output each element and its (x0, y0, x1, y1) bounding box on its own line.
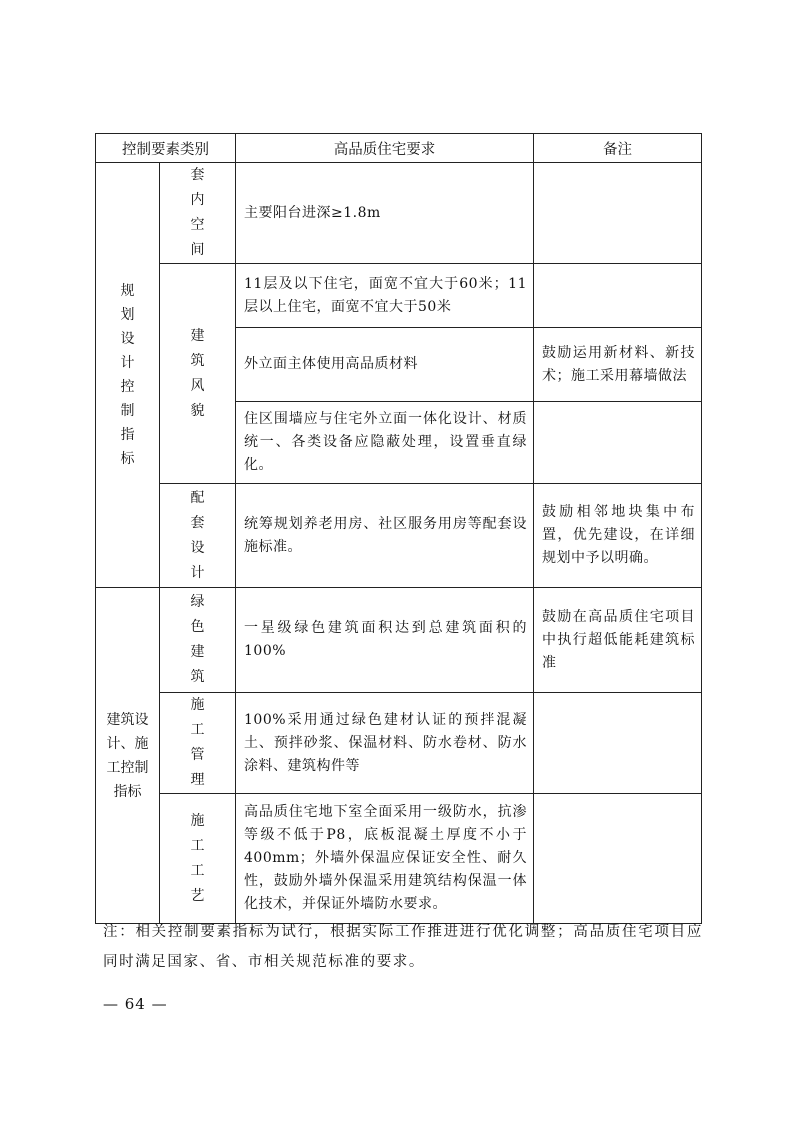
header-requirement: 高品质住宅要求 (236, 134, 534, 163)
sub-category-cell (160, 484, 236, 588)
requirement-text: 住区围墙应与住宅外立面一体化设计、材质统一、各类设备应隐蔽处理，设置垂直绿化。 (244, 411, 527, 473)
remark-text: 鼓励相邻地块集中布置，优先建设，在详细规划中予以明确。 (542, 504, 695, 566)
sub-category-label: 配套设计 (190, 489, 205, 581)
remark-text (534, 857, 701, 861)
requirement-text: 100%采用通过绿色建材认证的预拌混凝土、预拌砂浆、保温材料、防水卷材、防水涂料、建筑构件等 (244, 711, 527, 774)
remark-cell (534, 484, 702, 588)
sub-category-cell (160, 693, 236, 794)
sub-category-label: 绿色建筑 (190, 594, 205, 685)
remark-text: 鼓励在高品质住宅项目中执行超低能耗建筑标准 (542, 608, 695, 671)
remark-cell (534, 402, 702, 484)
requirement-cell (236, 264, 534, 328)
remark-text (534, 294, 701, 298)
requirement-text: 11层及以下住宅，面宽不宜大于60米；11层以上住宅，面宽不宜大于50米 (244, 275, 527, 315)
remark-cell (534, 328, 702, 402)
table-row (96, 163, 702, 264)
group-label-planning-text: 规划设计控制指标 (120, 283, 135, 467)
requirement-text: 统筹规划养老用房、社区服务用房等配套设施标准。 (244, 515, 527, 555)
remark-cell (534, 163, 702, 264)
sub-category-cell (160, 794, 236, 924)
requirements-table (95, 133, 702, 924)
remark-cell (534, 693, 702, 794)
sub-category-label: 施工管理 (190, 697, 205, 788)
remark-text (534, 211, 701, 215)
header-category: 控制要素类别 (96, 134, 236, 163)
requirement-cell (236, 588, 534, 693)
group-label-construction (96, 588, 160, 924)
group-label-construction-text: 建筑设计、施工控制指标 (106, 711, 149, 800)
table-row (96, 794, 702, 924)
sub-category-cell (160, 264, 236, 484)
table-row (96, 693, 702, 794)
remark-text: 鼓励运用新材料、新技术；施工采用幕墙做法 (542, 344, 695, 384)
sub-category-label: 建筑风貌 (190, 327, 205, 419)
table-row (96, 484, 702, 588)
requirement-text: 主要阳台进深≥1.8m (244, 204, 381, 221)
remark-text (534, 741, 701, 745)
requirement-cell (236, 402, 534, 484)
sub-category-cell (160, 163, 236, 264)
requirement-cell (236, 484, 534, 588)
requirement-cell (236, 794, 534, 924)
table-row (96, 264, 702, 328)
remark-cell (534, 794, 702, 924)
sub-category-label: 施工工艺 (190, 812, 205, 904)
footnote: 注：相关控制要素指标为试行，根据实际工作推进进行优化调整；高品质住宅项目应同时满足国家、省、市相关规范标准的要求。 (103, 924, 703, 970)
requirement-cell (236, 163, 534, 264)
sub-category-label: 套内空间 (190, 167, 205, 258)
sub-category-cell (160, 588, 236, 693)
remark-cell (534, 588, 702, 693)
group-label-planning (96, 163, 160, 588)
requirement-text: 外立面主体使用高品质材料 (244, 356, 418, 372)
table-row (96, 588, 702, 693)
requirement-text: 一星级绿色建筑面积达到总建筑面积的100% (244, 620, 527, 659)
remark-cell (534, 264, 702, 328)
requirement-cell (236, 328, 534, 402)
header-remark: 备注 (534, 134, 702, 163)
remark-text (534, 441, 701, 445)
table-header-row (96, 134, 702, 163)
requirement-cell (236, 693, 534, 794)
page-number: — 64 — (103, 995, 168, 1013)
requirement-text: 高品质住宅地下室全面采用一级防水，抗渗等级不低于P8，底板混凝土厚度不小于400mm；外墙外保温应保证安全性、耐久性，鼓励外墙外保温采用建筑结构保温一体化技术，并保证外墙防水要求。 (244, 804, 527, 912)
